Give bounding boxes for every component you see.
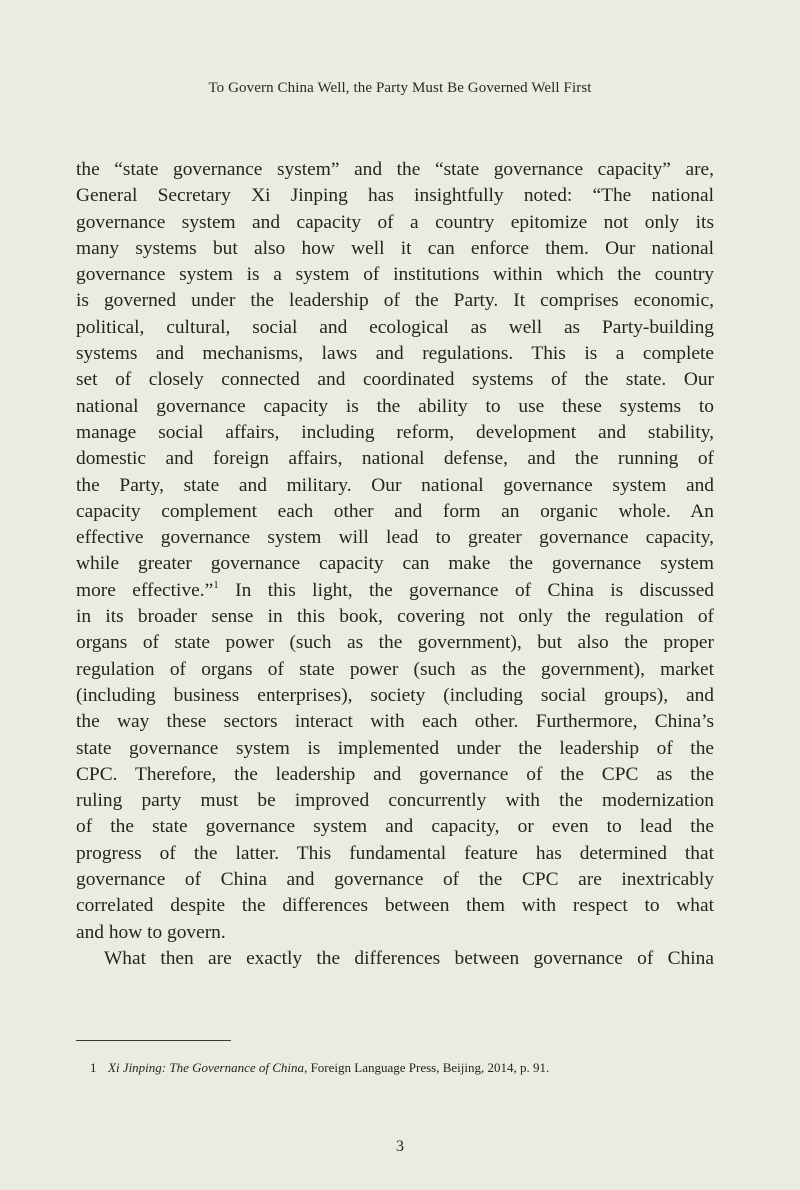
text-line: while greater governance capacity can make the governance system <box>76 553 714 575</box>
text-line: governance of China and governance of the CPC are inextricably <box>76 869 714 891</box>
text-line: capacity complement each other and form an organic whole. An <box>76 500 714 522</box>
text-line: progress of the latter. This fundamental feature has determined that <box>76 842 714 864</box>
footnote-book-title: Xi Jinping: The Governance of China <box>108 1060 305 1075</box>
footnote-reference[interactable]: 1 <box>213 578 219 591</box>
running-head: To Govern China Well, the Party Must Be Governed Well First <box>208 80 592 96</box>
text-line: domestic and foreign affairs, national defense, and the running of <box>76 448 714 470</box>
text-line: national governance capacity is the ability to use these systems to <box>76 395 714 417</box>
text-line: General Secretary Xi Jinping has insightfully noted: “The national <box>76 185 714 207</box>
footnote <box>90 1060 730 1076</box>
text-line: set of closely connected and coordinated systems of the state. Our <box>76 369 714 391</box>
text-line: the “state governance system” and the “state governance capacity” are, <box>76 159 714 180</box>
text-line: correlated despite the differences between them with respect to what <box>76 895 714 917</box>
text-line: political, cultural, social and ecological as well as Party-building <box>76 316 714 338</box>
footnote-number: 1 <box>90 1060 97 1075</box>
text-line: the way these sectors interact with each other. Furthermore, China’s <box>76 711 714 733</box>
text-line: regulation of organs of state power (such as the government), market <box>76 658 714 680</box>
text-line: (including business enterprises), society (including social groups), and <box>76 684 714 706</box>
text-line: governance system is a system of institutions within which the country <box>76 264 714 286</box>
text-line: ruling party must be improved concurrently with the modernization <box>76 790 714 812</box>
text-line: CPC. Therefore, the leadership and governance of the CPC as the <box>76 763 714 785</box>
text-line: organs of state power (such as the government), but also the proper <box>76 632 714 654</box>
text-line: is governed under the leadership of the Party. It comprises economic, <box>76 290 714 312</box>
quote-end-text: more effective.” <box>76 579 214 601</box>
footnote-divider <box>76 1040 231 1041</box>
sentence-text: In this light, the governance of China is discussed <box>218 579 714 601</box>
text-line: many systems but also how well it can enforce them. Our national <box>76 237 714 259</box>
text-line: What then are exactly the differences between governance of China <box>104 947 714 969</box>
text-line: manage social affairs, including reform, development and stability, <box>76 421 714 443</box>
footnote-details: , Foreign Language Press, Beijing, 2014, p. 91. <box>304 1060 550 1075</box>
text-line: of the state governance system and capacity, or even to lead the <box>76 816 714 838</box>
text-line: in its broader sense in this book, covering not only the regulation of <box>76 606 714 628</box>
body-text <box>76 157 714 972</box>
text-line: effective governance system will lead to greater governance capacity, <box>76 527 714 549</box>
text-line <box>76 578 714 604</box>
text-line: systems and mechanisms, laws and regulations. This is a complete <box>76 343 714 365</box>
text-line: and how to govern. <box>76 921 226 943</box>
page-number: 3 <box>396 1138 404 1155</box>
text-line: the Party, state and military. Our national governance system and <box>76 474 714 496</box>
text-line: state governance system is implemented under the leadership of the <box>76 737 714 759</box>
text-line: governance system and capacity of a country epitomize not only its <box>76 211 714 233</box>
